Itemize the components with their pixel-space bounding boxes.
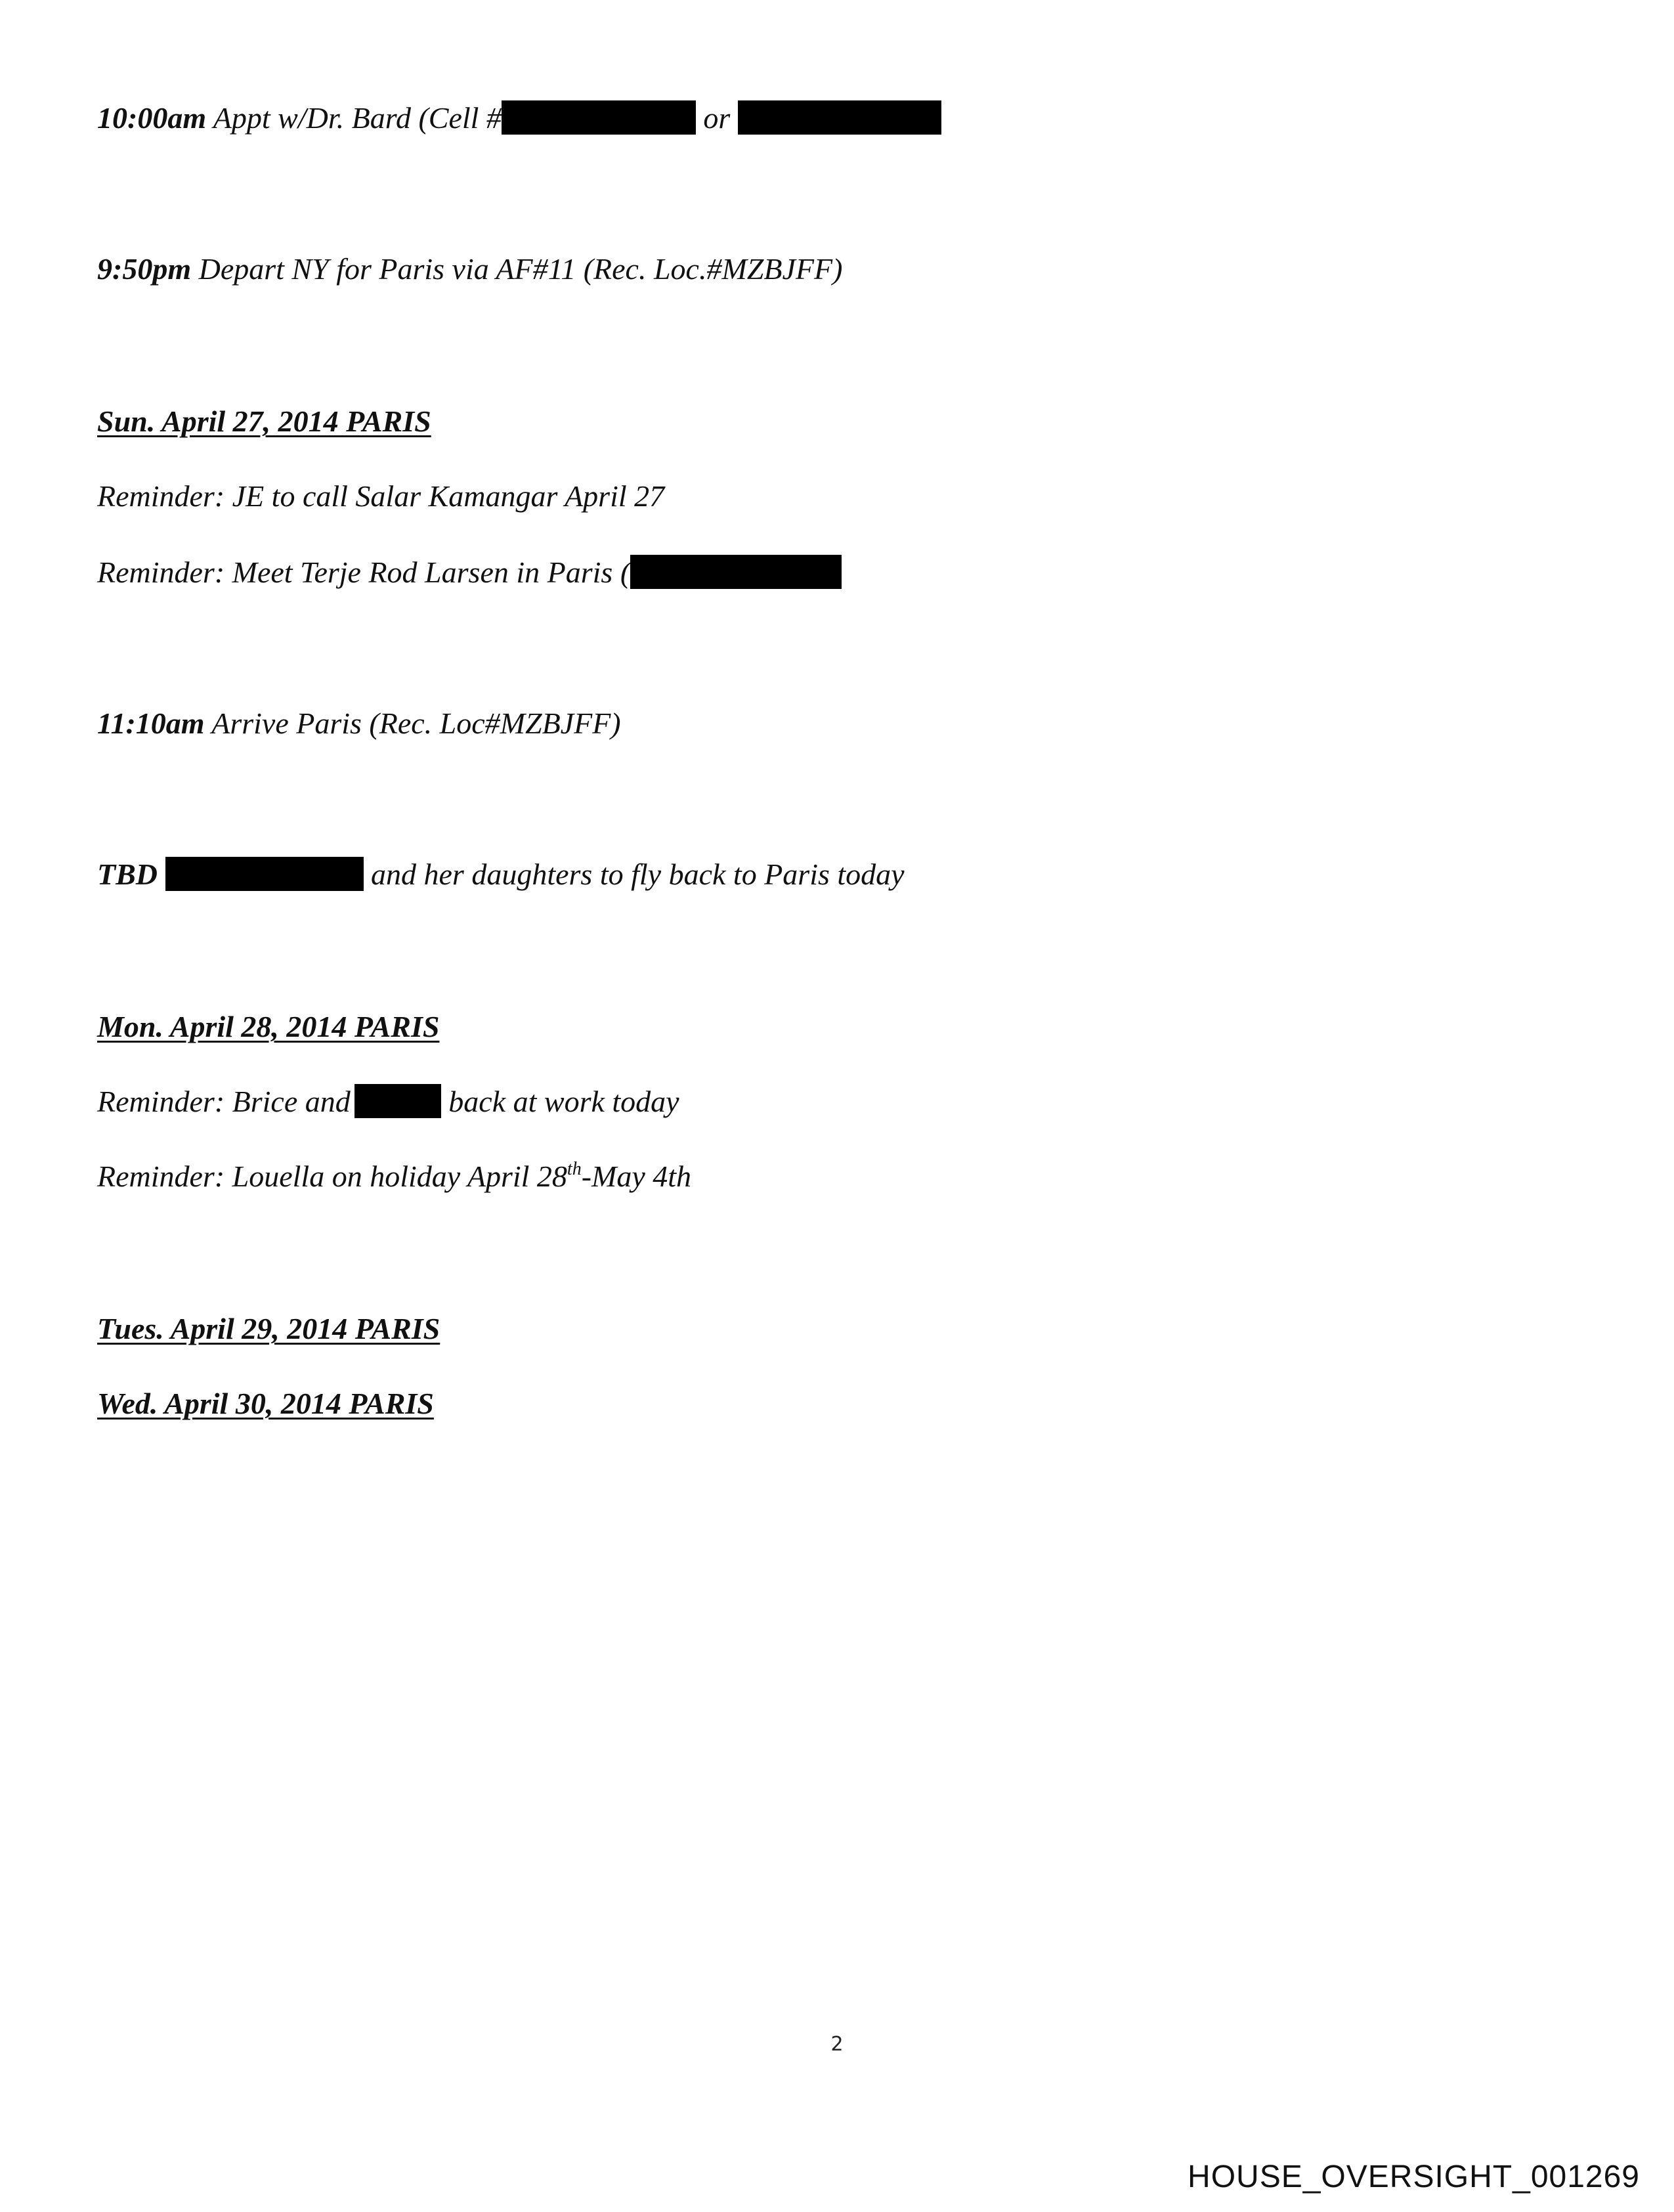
day-heading-wed-april-30: Wed. April 30, 2014 PARIS xyxy=(97,1387,434,1420)
reminder-terje-rod-larsen xyxy=(97,553,842,592)
arrive-text: Arrive Paris (Rec. Loc#MZBJFF) xyxy=(211,706,621,740)
entry-arrive-paris xyxy=(97,704,621,743)
arrive-time: 11:10am xyxy=(97,706,205,740)
reminder-terje-text: Reminder: Meet Terje Rod Larsen in Paris ( xyxy=(97,555,631,589)
appt-text-1: Appt w/Dr. Bard (Cell # xyxy=(213,101,502,135)
day-heading-mon-april-28: Mon. April 28, 2014 PARIS xyxy=(97,1010,440,1043)
ordinal-suffix: th xyxy=(567,1159,582,1179)
reminder-louella-text-1: Reminder: Louella on holiday April 28 xyxy=(97,1160,567,1193)
reminder-brice-text-1: Reminder: Brice and xyxy=(97,1085,351,1118)
entry-appt-dr-bard xyxy=(97,98,941,138)
reminder-brice-text-2: back at work today xyxy=(440,1085,679,1118)
redaction-bar xyxy=(630,555,842,589)
appt-text-2: or xyxy=(695,101,738,135)
day-heading-sun-april-27: Sun. April 27, 2014 PARIS xyxy=(97,404,431,438)
reminder-louella-text-2: -May 4th xyxy=(581,1160,692,1193)
entry-depart-ny xyxy=(97,249,842,289)
redaction-bar xyxy=(165,857,364,891)
page-number: 2 xyxy=(830,2033,844,2056)
reminder-brice-back-at-work xyxy=(97,1082,679,1121)
tbd-label: TBD xyxy=(97,857,158,891)
redaction-bar xyxy=(354,1084,441,1118)
entry-tbd-daughters xyxy=(97,855,905,894)
redaction-bar xyxy=(502,100,696,135)
footer-document-id: HOUSE_OVERSIGHT_001269 xyxy=(1188,2159,1640,2194)
day-heading-tues-april-29: Tues. April 29, 2014 PARIS xyxy=(97,1312,440,1345)
depart-time: 9:50pm xyxy=(97,252,192,286)
depart-text: Depart NY for Paris via AF#11 (Rec. Loc.#MZBJFF) xyxy=(198,252,843,286)
reminder-salar-kamangar: Reminder: JE to call Salar Kamangar April 27 xyxy=(97,479,665,513)
reminder-louella-holiday xyxy=(97,1157,691,1196)
tbd-text: and her daughters to fly back to Paris today xyxy=(371,857,905,891)
redaction-bar xyxy=(738,100,941,135)
appt-time: 10:00am xyxy=(97,101,207,135)
